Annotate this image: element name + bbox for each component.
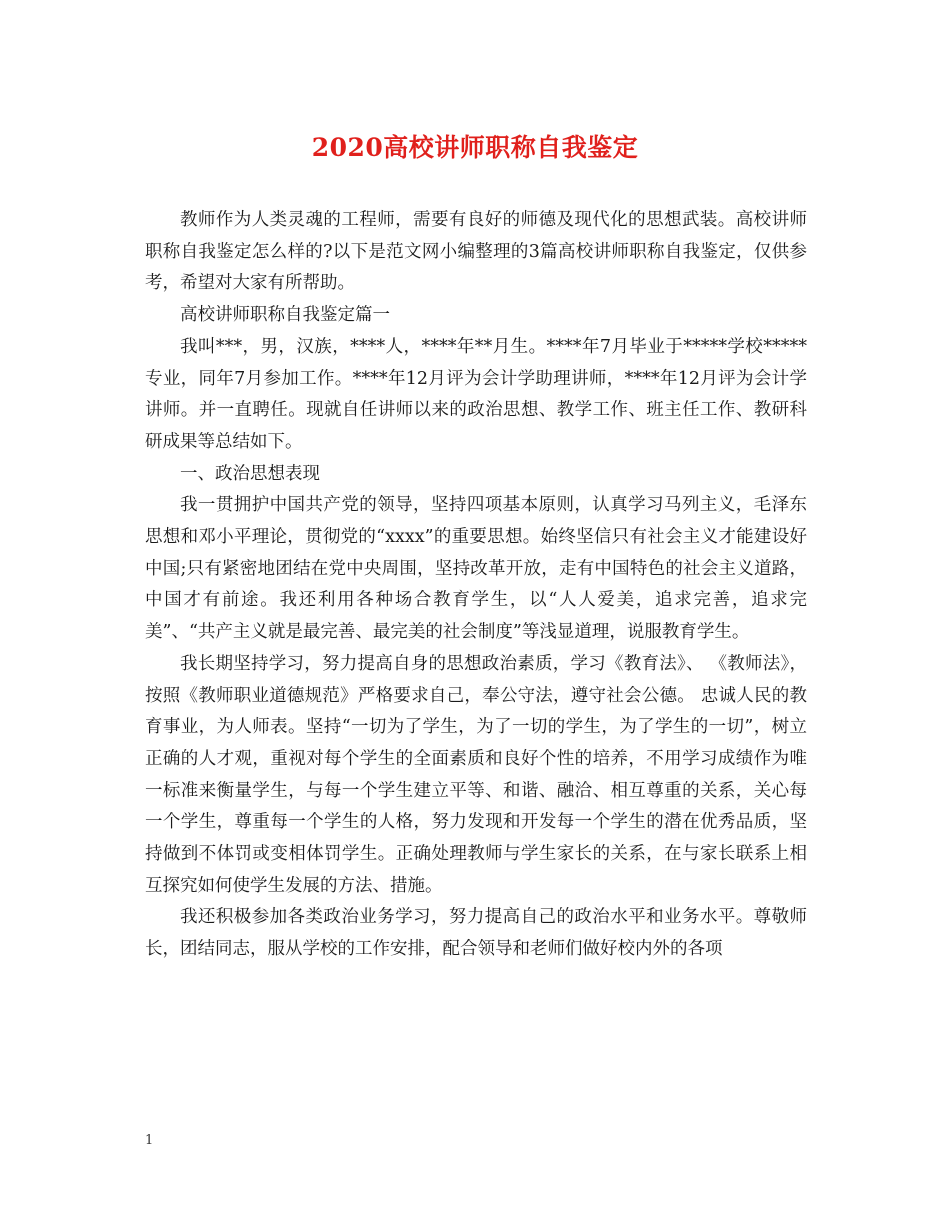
political-paragraph: 我一贯拥护中国共产党的领导，坚持四项基本原则，认真学习马列主义，毛泽东思想和邓小平理论，贯彻党的“xxxx”的重要思想。始终坚信只有社会主义才能建设好中国;只有紧密地团结在党中央周围，坚持改革开放，走有中国特色的社会主义道路，中国才有前途。我还利用各种场合教育学生，以“人人爱美，追求完善，追求完美”、“共产主义就是最完善、最完美的社会制度”等浅显道理，说服教育学生。 xyxy=(145,495,807,643)
document-title: 2020高校讲师职称自我鉴定 xyxy=(311,133,639,162)
study-paragraph: 我长期坚持学习，努力提高自身的思想政治素质，学习《教育法》、 《教师法》，按照《教师职业道德规范》严格要求自己，奉公守法，遵守社会公德。 忠诚人民的教育事业，为人师表。坚持“一切为了学生，为了一切的学生，为了学生的一切”，树立正确的人才观，重视对每个学生的全面素质和良好个性的培养，不用学习成绩作为唯一标准来衡量学生，与每一个学生建立平等、和谐、融洽、相互尊重的关系，关心每一个学生，尊重每一个学生的人格，努力发现和开发每一个学生的潜在优秀品质，坚持做到不体罚或变相体罚学生。正确处理教师与学生家长的关系，在与家长联系上相互探究如何使学生发展的方法、措施。 xyxy=(145,653,807,896)
personal-info-paragraph: 我叫***，男，汉族，****人，****年**月生。****年7月毕业于*****学校*****专业，同年7月参加工作。****年12月评为会计学助理讲师，****年12月评为会计学讲师。并一直聘任。现就自任讲师以来的政治思想、教学工作、班主任工作、教研科研成果等总结如下。 xyxy=(145,336,807,452)
section-heading-part-one: 高校讲师职称自我鉴定篇一 xyxy=(180,305,390,326)
activities-paragraph: 我还积极参加各类政治业务学习，努力提高自己的政治水平和业务水平。尊敬师长，团结同志，服从学校的工作安排，配合领导和老师们做好校内外的各项 xyxy=(145,907,807,960)
document-body xyxy=(145,205,807,966)
page-number: 1 xyxy=(145,1133,154,1148)
section-heading-political: 一、政治思想表现 xyxy=(180,463,320,484)
intro-paragraph: 教师作为人类灵魂的工程师，需要有良好的师德及现代化的思想武装。高校讲师职称自我鉴定怎么样的?以下是范文网小编整理的3篇高校讲师职称自我鉴定，仅供参考，希望对大家有所帮助。 xyxy=(145,210,807,294)
